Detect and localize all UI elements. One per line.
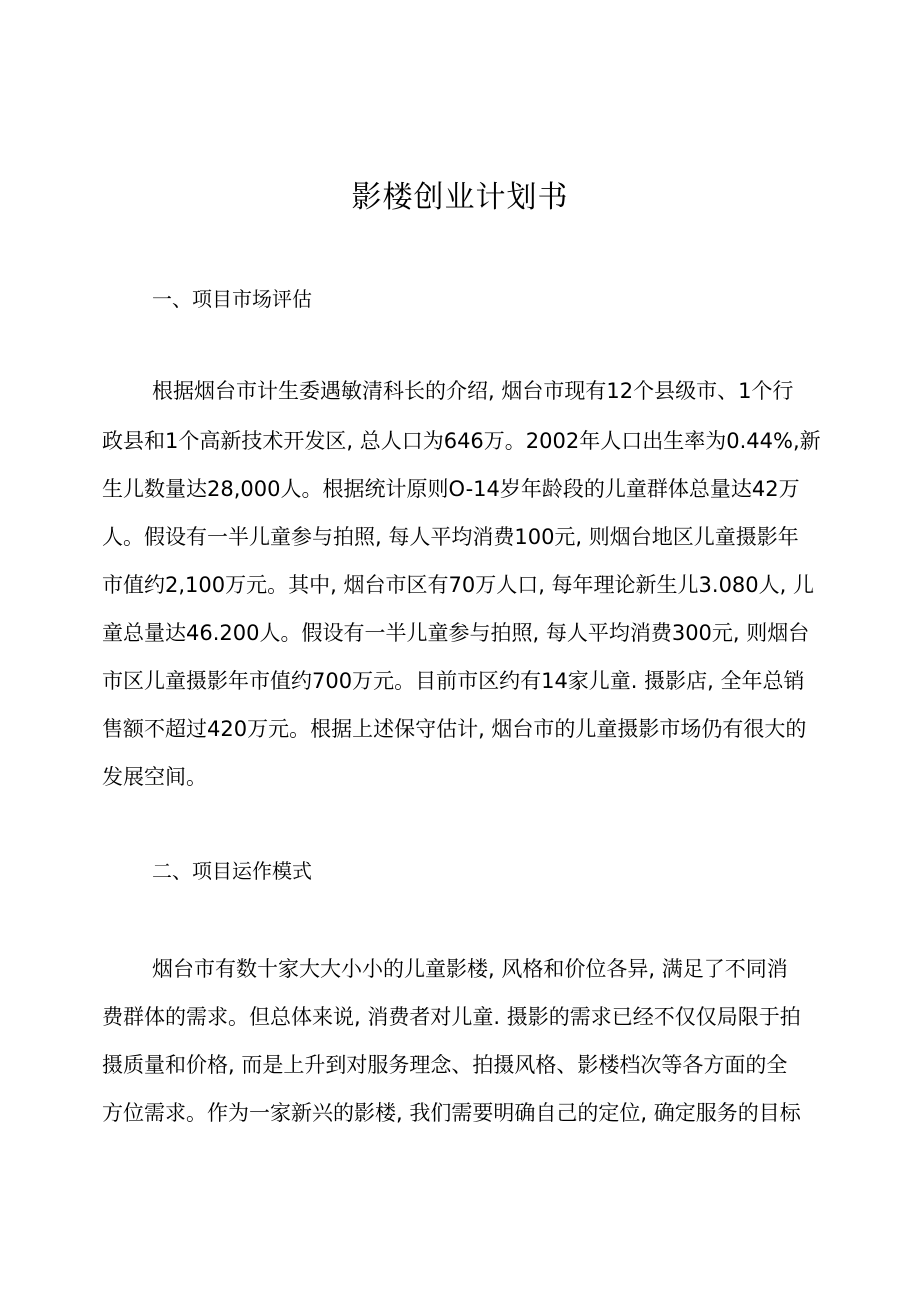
paragraph-line: 方位需求。作为一家新兴的影楼, 我们需要明确自己的定位, 确定服务的目标 [102,1101,801,1125]
paragraph-line: 生儿数量达28,000人。根据统计原则O-14岁年龄段的儿童群体总量达42万 [102,477,800,501]
document-title: 影楼创业计划书 [351,180,569,215]
paragraph-line: 政县和1个高新技术开发区, 总人口为646万。2002年人口出生率为0.44%,新 [102,429,821,453]
paragraph-line: 费群体的需求。但总体来说, 消费者对儿童. 摄影的需求已经不仅仅局限于拍 [102,1005,801,1029]
paragraph-line: 市区儿童摄影年市值约700万元。目前市区约有14家儿童. 摄影店, 全年总销 [102,669,805,693]
section-heading-market-assessment: 一、项目市场评估 [152,287,312,311]
paragraph-line: 发展空间。 [102,765,207,789]
paragraph-line: 童总量达46.200人。假设有一半儿童参与拍照, 每人平均消费300元, 则烟台 [102,621,810,645]
paragraph-line: 摄质量和价格, 而是上升到对服务理念、拍摄风格、影楼档次等各方面的全 [102,1053,788,1077]
paragraph-line: 烟台市有数十家大大小小的儿童影楼, 风格和价位各异, 满足了不同消 [152,957,788,981]
paragraph-line: 人。假设有一半儿童参与拍照, 每人平均消费100元, 则烟台地区儿童摄影年 [102,525,799,549]
paragraph-line: 市值约2,100万元。其中, 烟台市区有70万人口, 每年理论新生儿3.080人, 儿 [102,573,815,597]
paragraph-line: 售额不超过420万元。根据上述保守估计, 烟台市的儿童摄影市场仍有很大的 [102,717,807,741]
section-heading-operation-mode: 二、项目运作模式 [152,859,312,883]
paragraph-line: 根据烟台市计生委遇敏清科长的介绍, 烟台市现有12个县级市、1个行 [152,379,794,403]
